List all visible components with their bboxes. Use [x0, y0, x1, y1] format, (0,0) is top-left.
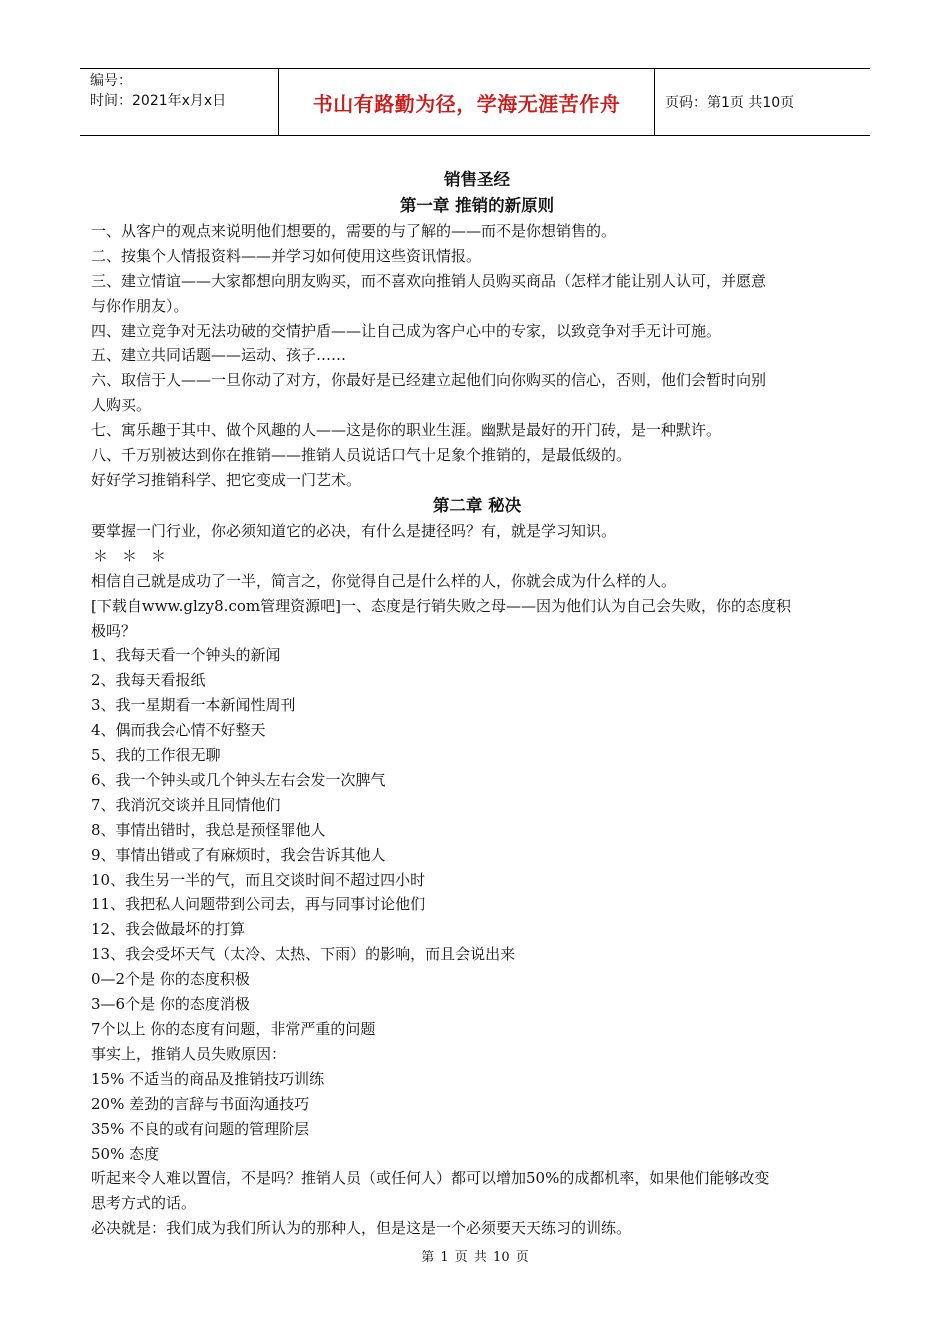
list-item: 6、我一个钟头或几个钟头左右会发一次脾气: [91, 770, 386, 789]
score-line: 0—2个是 你的态度积极: [91, 970, 250, 989]
list-item: 5、我的工作很无聊: [91, 746, 221, 765]
chapter-1-heading: 第一章 推销的新原则: [399, 195, 555, 215]
list-item: 2、我每天看报纸: [91, 671, 206, 690]
header-motto-cell: [278, 69, 655, 135]
paragraph-line: 一、从客户的观点来说明他们想要的，需要的与了解的——而不是你想销售的。: [91, 221, 617, 240]
header-page-cell: [655, 69, 870, 135]
stat-line: 15% 不适当的商品及推销技巧训练: [91, 1069, 325, 1088]
list-item: 9、事情出错或了有麻烦时，我会告诉其他人: [91, 845, 386, 864]
header-page-info: 页码：第1页 共10页: [665, 95, 795, 111]
header-left-cell: [80, 69, 278, 135]
list-item: 12、我会做最坏的打算: [91, 920, 246, 939]
paragraph-line: 六、取信于人——一旦你动了对方，你最好是已经建立起他们向你购买的信心，否则，他们会暂时向别: [91, 371, 767, 390]
paragraph-line: 五、建立共同话题——运动、孩子……: [91, 346, 347, 365]
paragraph-line: 三、建立情谊——大家都想向朋友购买，而不喜欢向推销人员购买商品（怎样才能让别人认可，并愿意: [91, 271, 767, 290]
list-item: 7、我消沉交谈并且同情他们: [91, 795, 281, 814]
page-footer: 第 1 页 共 10 页: [421, 1250, 529, 1265]
list-item: 11、我把私人问题带到公司去，再与同事讨论他们: [91, 895, 426, 914]
paragraph-line: [下载自www.glzy8.com管理资源吧]一、态度是行销失败之母——因为他们认为自己会失败，你的态度积: [91, 596, 791, 615]
paragraph-line: 思考方式的话。: [91, 1194, 197, 1213]
list-item: 3、我一星期看一本新闻性周刊: [91, 696, 296, 715]
paragraph-line: 二、按集个人情报资料——并学习如何使用这些资讯情报。: [91, 246, 482, 265]
chapter-2-body: [91, 519, 863, 1241]
chapter-2-heading: 第二章 秘决: [432, 495, 522, 515]
paragraph-line: 四、建立竞争对无法功破的交情护盾——让自己成为客户心中的专家，以致竞争对手无计可施。: [91, 321, 722, 340]
paragraph-line: 听起来令人难以置信，不是吗？推销人员（或任何人）都可以增加50%的成都机率，如果他们能够改变: [91, 1169, 770, 1188]
paragraph-line: 相信自己就是成功了一半，简言之，你觉得自己是什么样的人，你就会成为什么样的人。: [91, 571, 677, 590]
header-motto: 书山有路勤为径，学海无涯苦作舟: [312, 91, 621, 116]
paragraph-line: 人购买。: [91, 396, 152, 415]
paragraph-line: 与你作朋友）。: [91, 296, 189, 315]
paragraph-line: 极吗？: [91, 621, 137, 640]
list-item: 4、偶而我会心情不好整天: [91, 721, 266, 740]
stat-line: 20% 差劲的言辞与书面沟通技巧: [91, 1094, 310, 1113]
list-item: 8、事情出错时，我总是预怪罪他人: [91, 820, 326, 839]
score-line: 7个以上 你的态度有问题，非常严重的问题: [91, 1020, 376, 1038]
stat-line: 50% 态度: [91, 1144, 160, 1163]
document-title: 销售圣经: [444, 170, 510, 189]
doc-number-label: 编号：: [90, 73, 132, 89]
paragraph-line: 必决就是：我们成为我们所认为的那种人，但是这是一个必须要天天练习的训练。: [91, 1219, 632, 1238]
paragraph-line: 七、寓乐趣于其中、做个风趣的人——这是你的职业生涯。幽默是最好的开门砖，是一种默许。: [91, 421, 722, 440]
paragraph-line: 好好学习推销科学、把它变成一门艺术。: [91, 470, 362, 489]
document-body: [91, 168, 863, 1241]
paragraph-line: 八、千万别被达到你在推销——推销人员说话口气十足象个推销的，是最低级的。: [91, 446, 632, 465]
chapter-1-body: [91, 219, 863, 493]
section-separator-stars: ＊＊＊: [93, 546, 181, 565]
page-header: [80, 68, 870, 136]
list-item: 10、我生另一半的气，而且交谈时间不超过四小时: [91, 870, 426, 889]
list-item: 1、我每天看一个钟头的新闻: [91, 646, 281, 665]
paragraph-line: 事实上，推销人员失败原因：: [91, 1044, 287, 1063]
stat-line: 35% 不良的或有问题的管理阶层: [91, 1119, 310, 1138]
list-item: 13、我会受坏天气（太冷、太热、下雨）的影响，而且会说出来: [91, 945, 516, 964]
doc-date-label: 时间：2021年x月x日: [90, 93, 227, 109]
score-line: 3—6个是 你的态度消极: [91, 995, 250, 1014]
chapter-2-intro: 要掌握一门行业，你必须知道它的必决，有什么是捷径吗？有，就是学习知识。: [91, 521, 617, 540]
